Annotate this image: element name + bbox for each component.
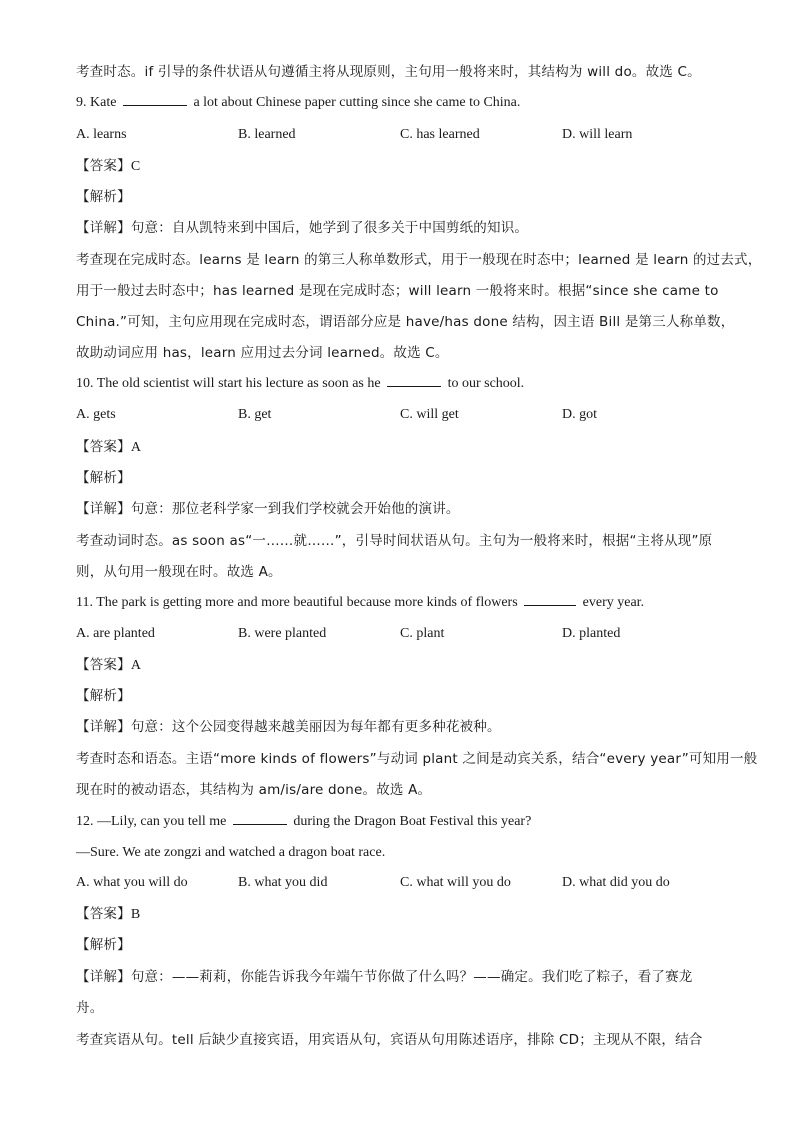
answer-label: 【答案】	[76, 906, 131, 922]
q10-stem-before: 10. The old scientist will start his lecture as soon as he	[76, 376, 381, 391]
question-11-stem	[76, 593, 724, 613]
q9-stem-after: a lot about Chinese paper cutting since she came to China.	[193, 95, 521, 110]
q9-explain-2: 用于一般过去时态中；has learned 是现在完成时态；will learn 一般将来时。根据“since she came to	[76, 283, 719, 299]
answer-label: 【答案】	[76, 158, 131, 174]
answer-value: C	[130, 159, 141, 174]
answer-label: 【答案】	[76, 657, 131, 673]
q9-explain-3: China.”可知，主句应用现在完成时态，谓语部分应是 have/has done 结构，因主语 Bill 是第三人称单数，	[76, 314, 735, 330]
detail-text: 句意：那位老科学家一到我们学校就会开始他的演讲。	[130, 501, 460, 517]
answer-value: B	[130, 907, 141, 922]
q10-detail	[76, 499, 724, 519]
q12-detail	[76, 967, 724, 987]
q9-option-a: A. learns	[76, 127, 127, 142]
detail-label: 【详解】	[76, 969, 131, 985]
q12-analysis-label: 【解析】	[76, 937, 131, 953]
q10-option-c: C. will get	[400, 407, 459, 422]
q12-option-c: C. what will you do	[400, 875, 511, 890]
q12-stem-before: 12. —Lily, can you tell me	[76, 814, 227, 829]
q10-blank	[387, 374, 441, 387]
q9-analysis-label: 【解析】	[76, 189, 131, 205]
intro-explanation: 考查时态。if 引导的条件状语从句遵循主将从现原则，主句用一般将来时，其结构为 will do。故选 C。	[76, 64, 701, 80]
question-10-stem	[76, 374, 724, 394]
answer-label: 【答案】	[76, 439, 131, 455]
q11-option-d: D. planted	[562, 626, 621, 641]
q12-stem-after: during the Dragon Boat Festival this year?	[293, 814, 532, 829]
q12-stem-line2: —Sure. We ate zongzi and watched a dragon boat race.	[76, 845, 386, 860]
q11-detail	[76, 717, 724, 737]
q11-explain-2: 现在时的被动语态，其结构为 am/is/are done。故选 A。	[76, 782, 432, 798]
answer-value: A	[130, 658, 142, 673]
q11-analysis-label: 【解析】	[76, 688, 131, 704]
q12-option-a: A. what you will do	[76, 875, 188, 890]
q11-option-a: A. are planted	[76, 626, 155, 641]
q9-stem-before: 9. Kate	[76, 95, 117, 110]
q11-stem-before: 11. The park is getting more and more beautiful because more kinds of flowers	[76, 595, 518, 610]
q10-answer	[76, 437, 724, 458]
q11-answer	[76, 655, 724, 676]
q10-analysis-label: 【解析】	[76, 470, 131, 486]
q11-explain-1: 考查时态和语态。主语“more kinds of flowers”与动词 plant 之间是动宾关系，结合“every year”可知用一般	[76, 751, 758, 767]
detail-label: 【详解】	[76, 220, 131, 236]
q11-blank	[524, 593, 576, 606]
question-12-stem	[76, 812, 724, 832]
q11-option-b: B. were planted	[238, 626, 327, 641]
q12-answer	[76, 904, 724, 925]
q12-option-d: D. what did you do	[562, 875, 670, 890]
detail-text: 句意：这个公园变得越来越美丽因为每年都有更多种花被种。	[130, 719, 501, 735]
q9-option-c: C. has learned	[400, 127, 480, 142]
q9-explain-1: 考查现在完成时态。learns 是 learn 的第三人称单数形式，用于一般现在时态中；learned 是 learn 的过去式，	[76, 252, 762, 268]
q10-explain-1: 考查动词时态。as soon as“一……就……”，引导时间状语从句。主句为一般将来时，根据“主将从现”原	[76, 533, 713, 549]
q12-blank	[233, 812, 287, 825]
detail-label: 【详解】	[76, 719, 131, 735]
q9-option-d: D. will learn	[562, 127, 633, 142]
detail-text: 句意：自从凯特来到中国后，她学到了很多关于中国剪纸的知识。	[130, 220, 529, 236]
question-9-stem	[76, 93, 724, 113]
q10-explain-2: 则，从句用一般现在时。故选 A。	[76, 564, 282, 580]
q12-explain-1: 考查宾语从句。tell 后缺少直接宾语，用宾语从句，宾语从句用陈述语序，排除 CD；主现从不限，结合	[76, 1032, 703, 1048]
q9-explain-4: 故助动词应用 has，learn 应用过去分词 learned。故选 C。	[76, 345, 449, 361]
detail-label: 【详解】	[76, 501, 131, 517]
q10-stem-after: to our school.	[447, 376, 525, 391]
q10-option-d: D. got	[562, 407, 597, 422]
detail-text: 句意：——莉莉，你能告诉我今年端午节你做了什么吗？——确定。我们吃了粽子，看了赛龙	[130, 969, 693, 985]
q9-detail	[76, 218, 724, 238]
answer-value: A	[130, 440, 142, 455]
q12-detail-cont: 舟。	[76, 1000, 104, 1016]
q11-stem-after: every year.	[582, 595, 645, 610]
q12-option-b: B. what you did	[238, 875, 328, 890]
q11-option-c: C. plant	[400, 626, 445, 641]
q9-blank	[123, 93, 187, 106]
q10-option-a: A. gets	[76, 407, 116, 422]
q9-option-b: B. learned	[238, 127, 296, 142]
q9-answer	[76, 156, 724, 177]
q10-option-b: B. get	[238, 407, 272, 422]
